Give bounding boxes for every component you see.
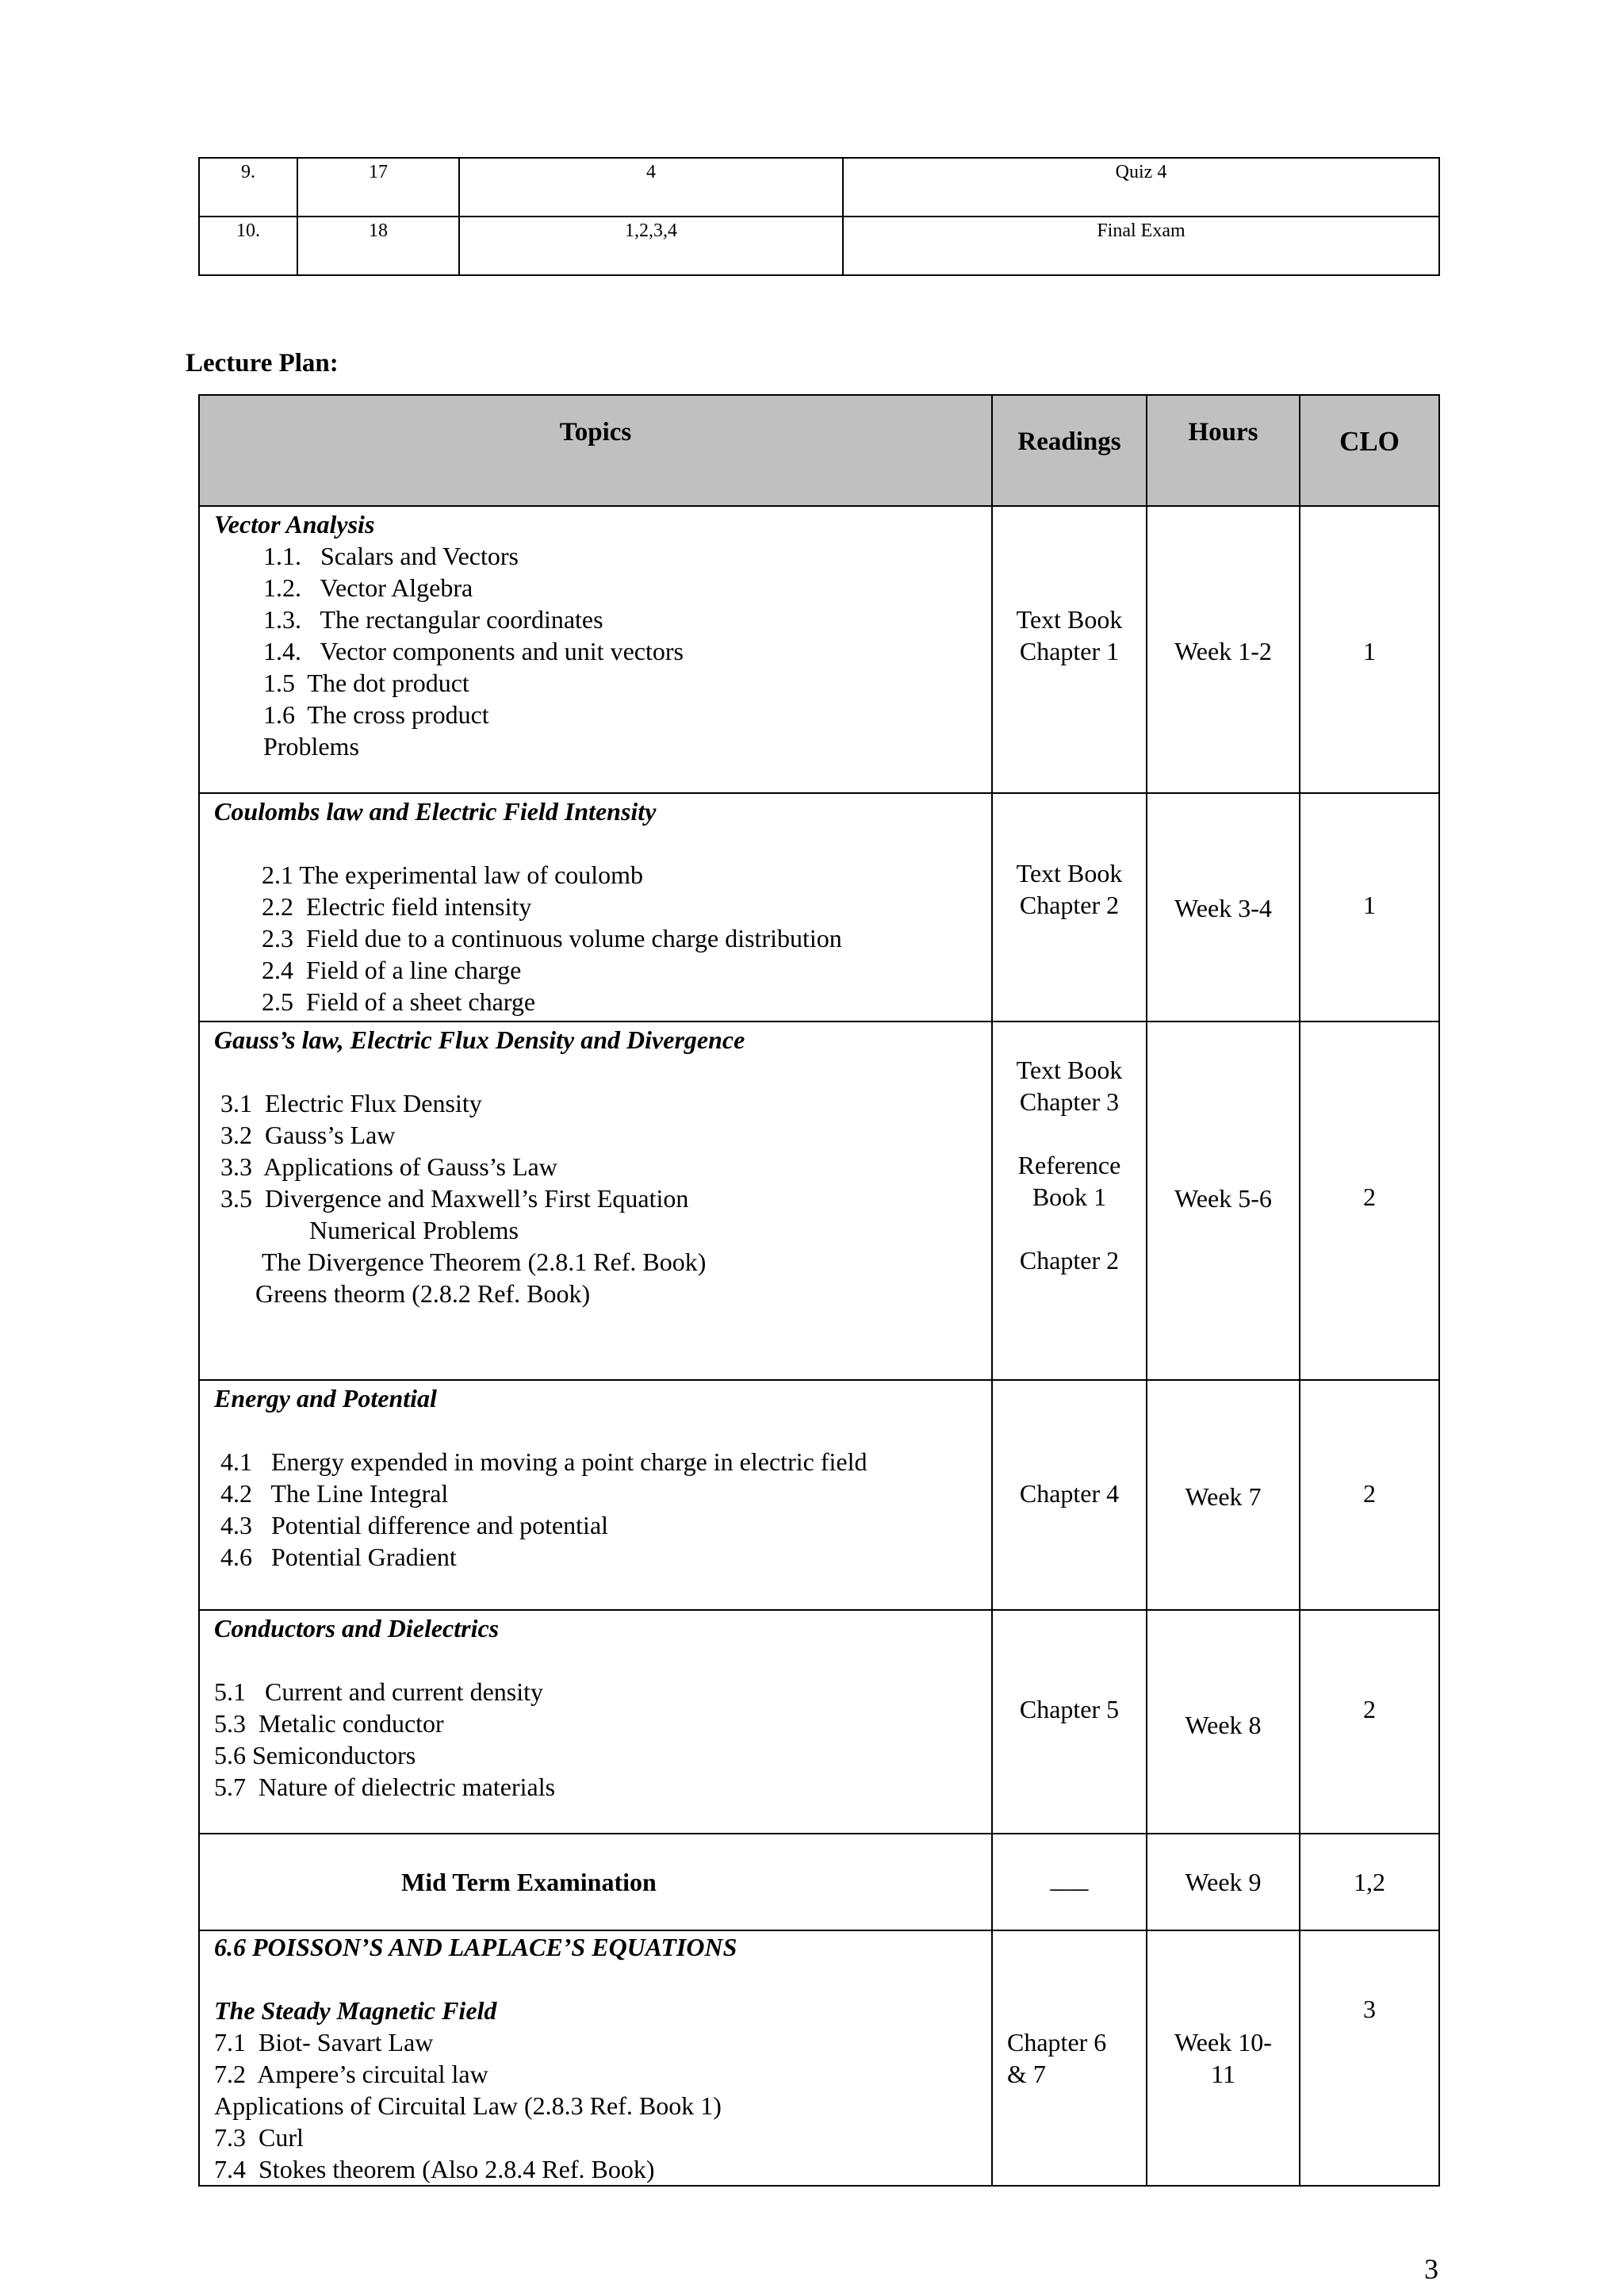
topic-item: 7.3 Curl <box>214 2123 304 2152</box>
section-title: Conductors and Dielectrics <box>214 1614 500 1642</box>
reading-line: Text Book <box>1016 605 1123 634</box>
reading-line: Chapter 2 <box>1019 1246 1120 1274</box>
topic-item: 4.2 The Line Integral <box>220 1479 449 1508</box>
hours-cell: Week 9 <box>1147 1834 1300 1930</box>
topic-item: Applications of Circuital Law (2.8.3 Ref. Book 1) <box>214 2091 722 2120</box>
topic-item: 4.1 Energy expended in moving a point charge in electric field <box>220 1447 868 1476</box>
readings-cell <box>992 1022 1147 1380</box>
section-title: Coulombs law and Electric Field Intensity <box>214 797 657 826</box>
lecture-plan-heading: Lecture Plan: <box>186 349 339 378</box>
topic-item: 2.1 The experimental law of coulomb <box>262 861 644 889</box>
topic-item: 7.4 Stokes theorem (Also 2.8.4 Ref. Book) <box>214 2155 655 2183</box>
section-subtitle: The Steady Magnetic Field <box>214 1996 497 2025</box>
assessment-table <box>198 157 1440 276</box>
topic-cell <box>199 1380 992 1610</box>
topic-item: 1.2. Vector Algebra <box>263 573 473 602</box>
row-number: 9. <box>199 158 297 217</box>
clo-cell: 2 <box>1300 1610 1439 1834</box>
topic-item: 7.1 Biot- Savart Law <box>214 2028 434 2056</box>
clo-cell: 4 <box>459 158 843 217</box>
topic-item: Greens theorm (2.8.2 Ref. Book) <box>255 1279 591 1308</box>
hours-line: Week 10- <box>1174 2028 1272 2056</box>
clo-cell: 3 <box>1300 1930 1439 2186</box>
header-topics: Topics <box>199 395 992 506</box>
week-cell: 18 <box>297 217 459 275</box>
reading-line: Text Book <box>1016 1056 1123 1084</box>
reading-line: ___ <box>1050 1865 1089 1893</box>
reading-line: Book 1 <box>1032 1182 1107 1211</box>
reading-line: Chapter 2 <box>1019 891 1120 919</box>
topic-item: 7.2 Ampere’s circuital law <box>214 2060 488 2088</box>
table-row <box>199 1834 1439 1930</box>
topic-item: Problems <box>263 732 359 761</box>
topic-cell <box>199 1834 992 1930</box>
hours-cell: Week 3-4 <box>1147 793 1300 1022</box>
topic-item: 5.3 Metalic conductor <box>214 1709 444 1738</box>
reading-line: Chapter 5 <box>1019 1695 1120 1723</box>
topic-cell <box>199 1022 992 1380</box>
topic-item: 2.3 Field due to a continuous volume charge distribution <box>262 924 842 953</box>
header-readings: Readings <box>992 395 1147 506</box>
topic-item: Numerical Problems <box>309 1216 519 1244</box>
table-row <box>199 217 1439 275</box>
topic-cell <box>199 1610 992 1834</box>
topic-item: 4.6 Potential Gradient <box>220 1543 457 1571</box>
header-hours: Hours <box>1147 395 1300 506</box>
topic-item: 1.4. Vector components and unit vectors <box>263 637 684 665</box>
reading-line: & 7 <box>1007 2060 1046 2088</box>
readings-cell <box>992 793 1147 1022</box>
topic-item: 2.4 Field of a line charge <box>262 956 522 984</box>
reading-line: Chapter 1 <box>1019 637 1120 665</box>
reading-line: Text Book <box>1016 859 1123 887</box>
topic-item: The Divergence Theorem (2.8.1 Ref. Book) <box>262 1248 707 1276</box>
clo-cell: 1,2 <box>1300 1834 1439 1930</box>
section-title: Energy and Potential <box>214 1384 437 1412</box>
section-title: Vector Analysis <box>214 510 375 539</box>
table-row <box>199 1380 1439 1610</box>
hours-line: 11 <box>1211 2060 1235 2088</box>
clo-cell: 1,2,3,4 <box>459 217 843 275</box>
topic-item: 3.3 Applications of Gauss’s Law <box>220 1152 557 1181</box>
row-number: 10. <box>199 217 297 275</box>
reading-line: Chapter 6 <box>1007 2028 1107 2056</box>
table-row <box>199 506 1439 793</box>
topic-item: 3.2 Gauss’s Law <box>220 1121 396 1149</box>
topic-item: 3.5 Divergence and Maxwell’s First Equation <box>220 1184 689 1213</box>
week-cell: 17 <box>297 158 459 217</box>
table-row <box>199 158 1439 217</box>
table-row <box>199 1022 1439 1380</box>
hours-cell: Week 1-2 <box>1147 506 1300 793</box>
hours-cell <box>1147 1930 1300 2186</box>
activity-cell: Quiz 4 <box>843 158 1439 217</box>
section-title: 6.6 POISSON’S AND LAPLACE’S EQUATIONS <box>214 1933 737 1961</box>
topic-item: 2.5 Field of a sheet charge <box>262 987 536 1016</box>
topic-cell <box>199 793 992 1022</box>
header-clo: CLO <box>1300 395 1439 506</box>
clo-cell: 2 <box>1300 1380 1439 1610</box>
topic-item: 4.3 Potential difference and potential <box>220 1511 609 1539</box>
table-row <box>199 793 1439 1022</box>
topic-item: 1.3. The rectangular coordinates <box>263 605 603 634</box>
section-title: Gauss’s law, Electric Flux Density and Divergence <box>214 1025 745 1054</box>
topic-item: 1.5 The dot product <box>263 669 469 697</box>
topic-cell <box>199 1930 992 2186</box>
reading-line: Chapter 4 <box>1019 1479 1120 1508</box>
page-number: 3 <box>1424 2253 1438 2285</box>
readings-cell <box>992 1930 1147 2186</box>
activity-cell: Final Exam <box>843 217 1439 275</box>
readings-cell <box>992 1834 1147 1930</box>
topic-item: 3.1 Electric Flux Density <box>220 1089 482 1117</box>
clo-cell: 1 <box>1300 506 1439 793</box>
hours-cell: Week 7 <box>1147 1380 1300 1610</box>
topic-item: 5.7 Nature of dielectric materials <box>214 1773 556 1801</box>
table-header-row <box>199 395 1439 506</box>
topic-item: 2.2 Electric field intensity <box>262 892 532 921</box>
table-row <box>199 1610 1439 1834</box>
readings-cell <box>992 1380 1147 1610</box>
topic-item: 5.1 Current and current density <box>214 1677 543 1706</box>
topic-item: 1.1. Scalars and Vectors <box>263 542 519 570</box>
clo-cell: 1 <box>1300 793 1439 1022</box>
reading-line: Chapter 3 <box>1019 1087 1120 1116</box>
table-row <box>199 1930 1439 2186</box>
reading-line: Reference <box>1017 1151 1121 1179</box>
hours-cell: Week 8 <box>1147 1610 1300 1834</box>
topic-item: 1.6 The cross product <box>263 700 489 729</box>
readings-cell <box>992 1610 1147 1834</box>
hours-cell: Week 5-6 <box>1147 1022 1300 1380</box>
topic-cell <box>199 506 992 793</box>
topic-item: 5.6 Semiconductors <box>214 1741 416 1769</box>
clo-cell: 2 <box>1300 1022 1439 1380</box>
lecture-plan-table <box>198 394 1440 2187</box>
readings-cell <box>992 506 1147 793</box>
midterm-title: Mid Term Examination <box>401 1868 657 1896</box>
